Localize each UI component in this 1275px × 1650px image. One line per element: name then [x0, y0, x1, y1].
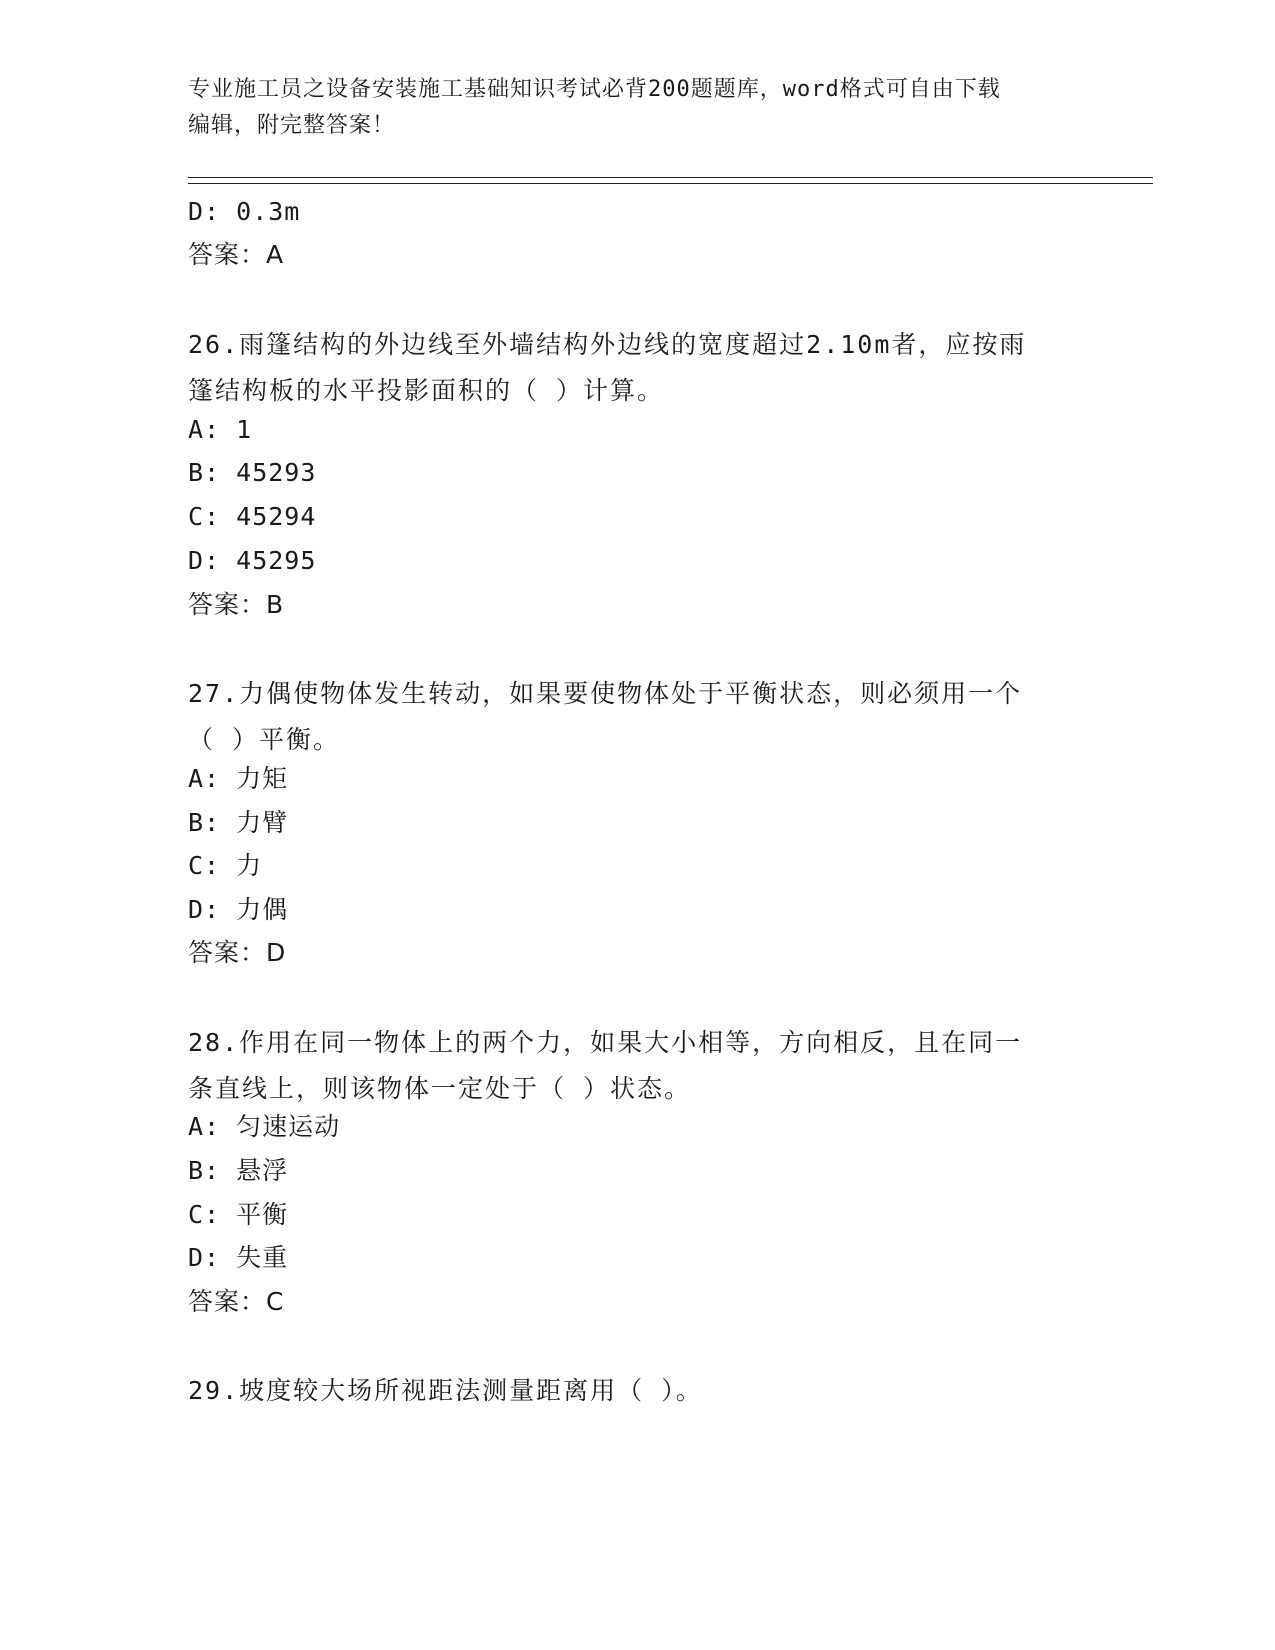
q27-option-b: B: 力臂 [188, 808, 289, 837]
header-line-2: 编辑，附完整答案！ [188, 113, 396, 138]
q28-option-a: A: 匀速运动 [188, 1112, 341, 1141]
q28-question-line-2: 条直线上，则该物体一定处于（ ）状态。 [188, 1074, 692, 1103]
q26-option-a: A: 1 [188, 415, 253, 444]
q25-option-d: D: 0.3m [188, 197, 301, 226]
q26-question-line-1: 26.雨篷结构的外边线至外墙结构外边线的宽度超过2.10m者，应按雨 [188, 330, 1027, 359]
q28-question-line-1: 28.作用在同一物体上的两个力，如果大小相等，方向相反，且在同一 [188, 1028, 1023, 1057]
q26-question-line-2: 篷结构板的水平投影面积的（ ）计算。 [188, 376, 665, 405]
q26-answer: 答案：B [188, 590, 285, 619]
q27-option-a: A: 力矩 [188, 764, 289, 793]
q26-option-c: C: 45294 [188, 502, 317, 531]
q27-option-d: D: 力偶 [188, 895, 289, 924]
document-header [188, 72, 1088, 144]
q27-question-line-1: 27.力偶使物体发生转动，如果要使物体处于平衡状态，则必须用一个 [188, 679, 1023, 708]
q29-question [188, 1368, 1088, 1414]
q27-question-line-2: （ ）平衡。 [188, 725, 341, 754]
q29-question-line-1: 29.坡度较大场所视距法测量距离用（ ）。 [188, 1376, 703, 1405]
q27-option-c: C: 力 [188, 851, 263, 880]
q25-answer: 答案：A [188, 240, 285, 269]
q26-option-d: D: 45295 [188, 546, 317, 575]
header-divider-top [188, 177, 1153, 178]
header-divider-bottom [188, 183, 1153, 184]
q28-option-c: C: 平衡 [188, 1200, 289, 1229]
q27-question [188, 671, 1088, 763]
q28-option-d: D: 失重 [188, 1243, 289, 1272]
q28-option-b: B: 悬浮 [188, 1156, 289, 1185]
header-line-1: 专业施工员之设备安装施工基础知识考试必背200题题库，word格式可自由下载 [188, 77, 1001, 102]
q28-answer: 答案：C [188, 1287, 285, 1316]
q26-option-b: B: 45293 [188, 458, 317, 487]
q28-question [188, 1020, 1088, 1112]
q27-answer: 答案：D [188, 938, 287, 967]
q26-question [188, 322, 1088, 414]
